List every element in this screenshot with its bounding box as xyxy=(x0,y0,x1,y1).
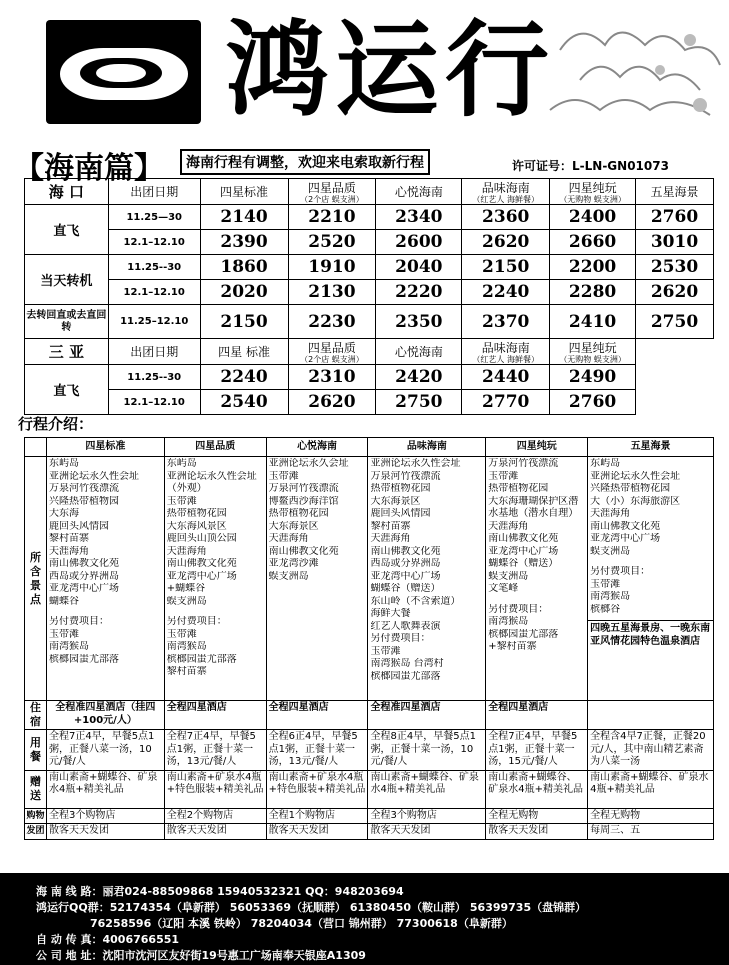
scenic-item: 南山佛教文化苑 xyxy=(166,558,237,569)
stay-cell: 全程四星酒店 xyxy=(164,701,266,730)
scenic-item: 大东海景区 xyxy=(370,495,421,507)
depart-cell: 散客天天发团 xyxy=(486,824,588,840)
price-cell: 2040 xyxy=(376,255,462,280)
notice-banner: 海南行程有调整，欢迎来电索取新行程 xyxy=(180,149,430,175)
price-cell: 1860 xyxy=(200,255,288,280)
scenic-item: 蜈支洲岛 xyxy=(166,595,207,607)
price-cell: 3010 xyxy=(636,230,714,255)
scenic-item: 槟榔园蚩尤部落 xyxy=(370,670,441,682)
route-label: 去转回直或去直回转 xyxy=(25,305,109,339)
footer-qq-groups-2: 76258596（辽阳 本溪 铁岭） 78204034（营口 锦州群） 77300618（阜新群） xyxy=(90,917,513,930)
gift-row xyxy=(25,770,714,808)
scenic-item: 亚洲论坛永久性会址 xyxy=(370,458,461,469)
column-header: 心悦海南 xyxy=(266,438,368,457)
section-title: 【海南篇】 xyxy=(14,151,164,186)
stay-cell: 全程准四星酒店（挂四+100元/人） xyxy=(46,701,164,730)
shop-row xyxy=(25,808,714,824)
stay-cell: 全程四星酒店 xyxy=(486,701,588,730)
price-row xyxy=(25,365,714,390)
price-cell: 2410 xyxy=(550,305,636,339)
itinerary-title: 行程介绍： xyxy=(18,415,94,433)
price-cell: 2530 xyxy=(636,255,714,280)
scenic-item: 亚洲论坛永久性会址 xyxy=(590,470,681,482)
depart-cell: 散客天天发团 xyxy=(266,824,368,840)
package-header: 心悦海南 xyxy=(376,179,462,205)
scenic-item: 鹿回头风情园 xyxy=(48,520,109,532)
date-cell: 11.25--30 xyxy=(108,365,200,390)
meal-cell: 全程含4早7正餐，正餐20元/人，其中南山精艺素斋为八菜一汤 xyxy=(588,730,714,771)
date-header: 出团日期 xyxy=(108,179,200,205)
price-cell: 2390 xyxy=(200,230,288,255)
scenic-item: 蝴蝶谷（赠送） xyxy=(488,558,559,569)
package-header: 品味海南 （红艺人 海鲜餐） xyxy=(462,179,550,205)
scenic-item: 热带植物花园 xyxy=(488,483,549,494)
price-row xyxy=(25,280,714,305)
scenic-item: 玉带滩 xyxy=(268,470,299,482)
scenic-item: 南山佛教文化苑 xyxy=(48,558,119,569)
footer-address: 公 司 地 址：沈阳市沈河区友好街19号惠工广场南奉天银座A1309 xyxy=(36,949,366,962)
scenic-item: 亚洲论坛永久性会址（外观） xyxy=(166,470,257,494)
meal-row xyxy=(25,730,714,771)
scenic-item: 大东海风景区 xyxy=(166,520,227,532)
row-label-shop: 购物 xyxy=(25,808,47,824)
price-cell: 2130 xyxy=(288,280,376,305)
scenic-item: 玉带滩 xyxy=(590,578,621,590)
haikou-label: 海 口 xyxy=(25,179,109,205)
scenic-item: 玉带滩 xyxy=(488,470,519,482)
scenic-item: 槟榔谷 xyxy=(590,603,621,615)
price-cell: 2660 xyxy=(550,230,636,255)
shop-cell: 全程无购物 xyxy=(588,808,714,824)
package-header: 四星标准 xyxy=(200,179,288,205)
price-cell: 2770 xyxy=(462,390,550,415)
price-cell: 2440 xyxy=(462,365,550,390)
package-header: 品味海南 （红艺人 海鲜餐） xyxy=(462,339,550,365)
itinerary-header-row xyxy=(25,438,714,457)
header xyxy=(0,0,729,145)
gift-cell: 南山素斋+矿泉水4瓶+特色服装+精美礼品 xyxy=(266,770,368,808)
meal-cell: 全程7正4早，早餐5点1粥，正餐八菜一汤，10元/餐/人 xyxy=(46,730,164,771)
price-cell: 2220 xyxy=(376,280,462,305)
scenic-item: 另付费项目： xyxy=(370,633,431,644)
scenic-item: +蝴蝶谷 xyxy=(166,583,206,594)
scenic-item: 南山佛教文化苑 xyxy=(268,545,339,557)
scenic-item: 南湾猴岛 台湾村 xyxy=(370,658,444,669)
empty-cell xyxy=(636,365,714,390)
scenic-item: 槟榔园蚩尤部落 xyxy=(166,653,237,665)
depart-cell: 散客天天发团 xyxy=(164,824,266,840)
price-cell: 2200 xyxy=(550,255,636,280)
scenic-item: 蜈支洲岛 xyxy=(488,570,529,582)
scenic-item: 另付费项目： xyxy=(590,566,651,577)
scenic-item: 另付费项目： xyxy=(166,616,227,627)
cloud-decoration xyxy=(540,10,729,140)
scenic-item: 槟榔园蚩尤部落 xyxy=(48,653,119,665)
scenic-item: 文笔峰 xyxy=(488,583,519,594)
stay-row xyxy=(25,701,714,730)
empty-cell xyxy=(636,390,714,415)
contact-footer xyxy=(0,873,729,965)
shop-cell: 全程无购物 xyxy=(486,808,588,824)
sanya-label: 三 亚 xyxy=(25,339,109,365)
scenic-item: 另付费项目： xyxy=(48,616,109,627)
gift-cell: 南山素斋+蝴蝶谷、矿泉水4瓶+精美礼品 xyxy=(46,770,164,808)
scenic-list xyxy=(368,457,486,701)
gift-cell: 南山素斋+蝴蝶谷、矿泉水4瓶+精美礼品 xyxy=(588,770,714,808)
scenic-gap xyxy=(167,608,264,616)
scenic-item: 热带植物花园 xyxy=(370,483,431,494)
date-cell: 12.1–12.10 xyxy=(108,230,200,255)
row-label-gift: 赠送 xyxy=(25,770,47,808)
column-header: 品味海南 xyxy=(368,438,486,457)
price-row xyxy=(25,205,714,230)
scenic-gap xyxy=(590,558,711,566)
scenic-list xyxy=(266,457,368,701)
scenic-item: 亚龙湾中心广场 xyxy=(590,533,661,544)
scenic-item: 南山佛教文化苑 xyxy=(370,545,441,557)
price-cell: 2600 xyxy=(376,230,462,255)
price-cell: 2360 xyxy=(462,205,550,230)
depart-row xyxy=(25,824,714,840)
scenic-item: 热带植物花园 xyxy=(166,508,227,519)
scenic-item: 万泉河竹筏漂流 xyxy=(370,470,441,482)
scenic-item: 西岛或分界洲岛 xyxy=(48,570,119,582)
price-cell: 2140 xyxy=(200,205,288,230)
stay-cell: 全程四星酒店 xyxy=(266,701,368,730)
haikou-header-row xyxy=(25,179,714,205)
package-header: 四星纯玩 （无购物 蜈支洲） xyxy=(550,339,636,365)
stay-cell: 全程准四星酒店 xyxy=(368,701,486,730)
price-cell: 2020 xyxy=(200,280,288,305)
scenic-item: 西岛或分界洲岛 xyxy=(370,558,441,569)
scenic-item: 东山岭（不含索道） xyxy=(370,595,461,607)
scenic-item: 黎村苗寨 xyxy=(166,666,207,677)
scenic-item: 大东海景区 xyxy=(268,520,319,532)
scenic-item: 另付费项目： xyxy=(488,603,549,615)
price-cell: 2490 xyxy=(550,365,636,390)
scenic-item: 天涯海角 xyxy=(590,508,631,519)
sanya-header-row xyxy=(25,339,714,365)
scenic-item: 亚洲论坛永久会址 xyxy=(268,458,349,469)
column-header: 五星海景 xyxy=(588,438,714,457)
scenic-item: 蜈支洲岛 xyxy=(268,570,309,582)
price-cell: 2760 xyxy=(636,205,714,230)
price-cell: 2620 xyxy=(636,280,714,305)
scenic-item: 亚龙湾沙滩 xyxy=(268,558,319,569)
date-cell: 11.25--30 xyxy=(108,255,200,280)
scenic-item: 蝴蝶谷 xyxy=(48,595,79,607)
price-table xyxy=(24,178,714,415)
shop-cell: 全程3个购物店 xyxy=(368,808,486,824)
scenic-item: 博鳌西沙海洋馆 xyxy=(268,495,339,507)
price-row xyxy=(25,390,714,415)
route-label: 直飞 xyxy=(25,365,109,415)
price-cell: 2400 xyxy=(550,205,636,230)
price-row xyxy=(25,305,714,339)
price-row xyxy=(25,230,714,255)
scenic-item: 亚龙湾中心广场 xyxy=(48,583,119,594)
scenic-item: 红艺人歌舞表演 xyxy=(370,620,441,632)
scenic-item: 热带植物花园 xyxy=(268,508,329,519)
package-header: 四星纯玩 （无购物 蜈支洲） xyxy=(550,179,636,205)
meal-cell: 全程6正4早，早餐5点1粥，正餐十菜一汤，13元/餐/人 xyxy=(266,730,368,771)
scenic-list xyxy=(486,457,588,701)
scenic-item: 东屿岛 xyxy=(48,458,79,469)
scenic-item: 南湾猴岛 xyxy=(488,616,529,627)
scenic-item: 天涯海角 xyxy=(166,545,207,557)
package-header: 心悦海南 xyxy=(376,339,462,365)
scenic-item: 兴隆热带植物园 xyxy=(48,495,119,507)
depart-cell: 散客天天发团 xyxy=(368,824,486,840)
scenic-item: 东屿岛 xyxy=(166,458,197,469)
scenic-item: 天涯海角 xyxy=(268,533,309,544)
footer-hotline: 海 南 线 路：丽君024-88509868 15940532321 QQ：948203694 xyxy=(36,885,404,898)
scenic-item: 大东海珊瑚保护区潜水基地（潜水自理） xyxy=(488,495,579,519)
scenic-item: 蝴蝶谷（赠送） xyxy=(370,583,441,594)
price-cell: 2280 xyxy=(550,280,636,305)
license-number: 许可证号：L-LN-GN01073 xyxy=(512,159,669,173)
meal-cell: 全程8正4早，早餐5点1粥，正餐十菜一汤，10元/餐/人 xyxy=(368,730,486,771)
column-header: 四星标准 xyxy=(46,438,164,457)
price-cell: 2350 xyxy=(376,305,462,339)
scenic-item: 亚洲论坛永久性会址 xyxy=(48,470,139,482)
price-cell: 2150 xyxy=(462,255,550,280)
meal-cell: 全程7正4早，早餐5点1粥，正餐十菜一汤，15元/餐/人 xyxy=(486,730,588,771)
price-cell: 2750 xyxy=(636,305,714,339)
scenic-item: 槟榔园蚩尤部落 xyxy=(488,628,559,640)
scenic-item: 天涯海角 xyxy=(48,545,89,557)
stay-cell xyxy=(588,701,714,730)
date-cell: 12.1–12.10 xyxy=(108,390,200,415)
depart-cell: 散客天天发团 xyxy=(46,824,164,840)
scenic-item: 玉带滩 xyxy=(48,628,79,640)
price-cell: 2540 xyxy=(200,390,288,415)
package-header: 五星海景 xyxy=(636,179,714,205)
meal-cell: 全程7正4早，早餐5点1粥，正餐十菜一汤，13元/餐/人 xyxy=(164,730,266,771)
scenic-list xyxy=(46,457,164,701)
brand-name: 鸿运行 xyxy=(225,8,556,131)
price-cell: 2420 xyxy=(376,365,462,390)
scenic-item: 万泉河竹筏漂流 xyxy=(488,458,559,469)
scenic-list-five-star xyxy=(588,457,714,701)
scenic-item: 玉带滩 xyxy=(370,645,401,657)
shop-cell: 全程2个购物店 xyxy=(164,808,266,824)
price-cell: 2370 xyxy=(462,305,550,339)
package-header: 四星 标准 xyxy=(200,339,288,365)
price-cell: 2620 xyxy=(462,230,550,255)
scenic-list xyxy=(590,458,711,616)
scenic-item: 天涯海角 xyxy=(488,520,529,532)
gift-cell: 南山素斋+蝴蝶谷、矿泉水4瓶+精美礼品 xyxy=(486,770,588,808)
scenic-item: 亚龙湾中心广场 xyxy=(166,570,237,582)
row-label-depart: 发团 xyxy=(25,824,47,840)
scenic-item: 南湾猴岛 xyxy=(590,591,631,602)
price-cell: 2210 xyxy=(288,205,376,230)
scenic-gap xyxy=(49,608,162,616)
route-label: 当天转机 xyxy=(25,255,109,305)
footer-qq-groups: 鸿运行QQ群：52174354（阜新群） 56053369（抚顺群） 61380450（鞍山群） 56399735（盘锦群） xyxy=(36,901,587,914)
corner-cell xyxy=(25,438,47,457)
scenic-item: 大（小）东海旅游区 xyxy=(590,495,681,507)
route-label: 直飞 xyxy=(25,205,109,255)
price-cell: 2240 xyxy=(462,280,550,305)
shop-cell: 全程3个购物店 xyxy=(46,808,164,824)
scenic-item: 玉带滩 xyxy=(166,495,197,507)
gift-cell: 南山素斋+矿泉水4瓶+特色服装+精美礼品 xyxy=(164,770,266,808)
logo-swirl-core xyxy=(96,64,146,82)
date-cell: 11.25—30 xyxy=(108,205,200,230)
price-cell: 1910 xyxy=(288,255,376,280)
row-label-stay: 住宿 xyxy=(25,701,47,730)
scenic-item: 南湾猴岛 xyxy=(166,641,207,652)
scenic-item: 天涯海角 xyxy=(370,533,411,544)
price-cell: 2150 xyxy=(200,305,288,339)
scenic-item: 海鲜大餐 xyxy=(370,608,411,619)
date-header: 出团日期 xyxy=(108,339,200,365)
five-star-hotel-note: 四晚五星海景房、一晚东南亚风情花园特色温泉酒店 xyxy=(588,620,713,650)
row-label-meal: 用餐 xyxy=(25,730,47,771)
package-header: 四星品质 （2个店 蜈支洲） xyxy=(288,339,376,365)
gift-cell: 南山素斋+蝴蝶谷、矿泉水4瓶+精美礼品 xyxy=(368,770,486,808)
scenic-list xyxy=(164,457,266,701)
price-cell: 2230 xyxy=(288,305,376,339)
scenic-gap xyxy=(488,596,585,604)
price-cell: 2340 xyxy=(376,205,462,230)
scenic-item: 南山佛教文化苑 xyxy=(590,520,661,532)
scenic-item: 兴隆热带植物花园 xyxy=(590,483,671,494)
scenic-item: +黎村苗寨 xyxy=(488,641,537,652)
scenic-item: 蜈支洲岛 xyxy=(590,545,631,557)
column-header: 四星品质 xyxy=(164,438,266,457)
scenic-item: 万泉河竹筏漂流 xyxy=(268,483,339,494)
itinerary-table xyxy=(24,437,714,840)
date-cell: 11.25–12.10 xyxy=(108,305,200,339)
price-cell: 2620 xyxy=(288,390,376,415)
price-cell: 2310 xyxy=(288,365,376,390)
price-cell: 2520 xyxy=(288,230,376,255)
package-header: 四星品质 （2个店 蜈支洲） xyxy=(288,179,376,205)
shop-cell: 全程1个购物店 xyxy=(266,808,368,824)
price-cell: 2760 xyxy=(550,390,636,415)
scenic-item: 玉带滩 xyxy=(166,628,197,640)
scenic-item: 黎村苗寨 xyxy=(48,533,89,544)
price-cell: 2240 xyxy=(200,365,288,390)
column-header: 四星纯玩 xyxy=(486,438,588,457)
footer-fax: 自 动 传 真：4006766551 xyxy=(36,933,180,946)
row-label-scenic: 所含景点 xyxy=(25,457,47,701)
depart-cell: 每周三、五 xyxy=(588,824,714,840)
price-row xyxy=(25,255,714,280)
scenic-item: 大东海 xyxy=(48,508,79,519)
scenic-row xyxy=(25,457,714,701)
scenic-item: 南山佛教文化苑 xyxy=(488,533,559,544)
scenic-item: 亚龙湾中心广场 xyxy=(488,545,559,557)
scenic-item: 万泉河竹筏漂流 xyxy=(48,483,119,494)
scenic-item: 亚龙湾中心广场 xyxy=(370,570,441,582)
scenic-item: 南湾猴岛 xyxy=(48,641,89,652)
scenic-item: 鹿回头山顶公园 xyxy=(166,533,237,544)
price-cell: 2750 xyxy=(376,390,462,415)
empty-cell xyxy=(636,339,714,365)
scenic-item: 东屿岛 xyxy=(590,458,621,469)
scenic-item: 鹿回头风情园 xyxy=(370,508,431,519)
scenic-item: 黎村苗寨 xyxy=(370,520,411,532)
date-cell: 12.1–12.10 xyxy=(108,280,200,305)
